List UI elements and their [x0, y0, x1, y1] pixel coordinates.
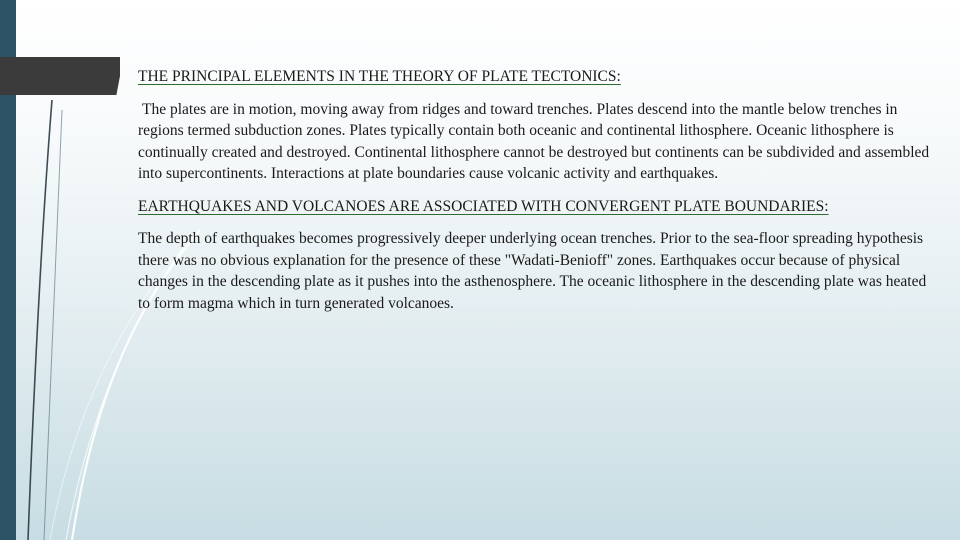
title-accent-tab: [0, 57, 120, 95]
paragraph-plate-tectonics: The plates are in motion, moving away from ridges and toward trenches. Plates descend into the mantle below trenches in regions termed subduction zones. Plates typically contain both oceanic and continental lithosphere. Oceanic lithosphere is continually created and destroyed. Continental lithosphere cannot be destroyed but continents can be subdivided and assembled into supercontinents. Interactions at plate boundaries cause volcanic activity and earthquakes.: [138, 100, 930, 182]
section-heading-earthquakes-volcanoes: EARTHQUAKES AND VOLCANOES ARE ASSOCIATED WITH CONVERGENT PLATE BOUNDARIES:: [138, 197, 829, 215]
paragraph-earthquakes-volcanoes: The depth of earthquakes becomes progressively deeper underlying ocean trenches. Prior to the sea-floor spreading hypothesis there was no obvious explanation for the presence of these "Wadati-Benioff" zones. Earthquakes occur because of physical changes in the descending plate as it pushes into the asthenosphere. The oceanic lithosphere in the descending plate was heated to form magma which in turn generated volcanoes.: [138, 230, 927, 312]
section-heading-plate-tectonics: THE PRINCIPAL ELEMENTS IN THE THEORY OF PLATE TECTONICS:: [138, 68, 621, 85]
slide-body: [138, 66, 938, 314]
